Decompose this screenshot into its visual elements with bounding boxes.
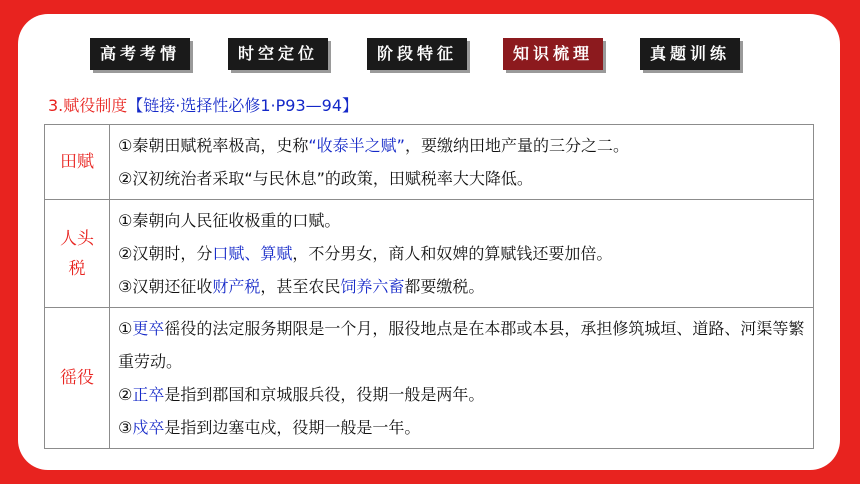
tab-shikong-dingwei[interactable]: 时空定位 [228, 38, 328, 70]
list-item: ②汉初统治者采取“与民休息”的政策，田赋税率大大降低。 [118, 169, 533, 188]
row-content [110, 125, 814, 200]
section-number: 3. [48, 96, 64, 115]
tab-gaokao-kaoqing[interactable]: 高考考情 [90, 38, 190, 70]
section-title: 赋役制度 [63, 96, 128, 115]
row-label-rentoushui: 人头 税 [45, 200, 110, 308]
list-item: ①更卒徭役的法定服务期限是一个月，服役地点是在本郡或本县，承担修筑城垣、道路、河渠等繁重劳动。 [118, 319, 805, 371]
row-content [110, 200, 814, 308]
row-content [110, 308, 814, 449]
list-item: ③汉朝还征收财产税，甚至农民饲养六畜都要缴税。 [118, 277, 485, 296]
section-heading [48, 93, 358, 116]
row-label-tianfu: 田赋 [45, 125, 110, 200]
section-link[interactable]: 【链接·选择性必修1·P93—94】 [127, 96, 359, 115]
tab-zhenti-xunlian[interactable]: 真题训练 [640, 38, 740, 70]
table-row [45, 308, 814, 449]
tax-table [44, 124, 814, 449]
table-row [45, 125, 814, 200]
list-item: ①秦朝向人民征收极重的口赋。 [118, 211, 341, 230]
list-item: ②正卒是指到郡国和京城服兵役，役期一般是两年。 [118, 385, 485, 404]
table-row [45, 200, 814, 308]
list-item: ③戍卒是指到边塞屯戍，役期一般是一年。 [118, 418, 421, 437]
tab-zhishi-shuli[interactable]: 知识梳理 [503, 38, 603, 70]
tab-jieduan-tezheng[interactable]: 阶段特征 [367, 38, 467, 70]
list-item: ②汉朝时，分口赋、算赋，不分男女，商人和奴婢的算赋钱还要加倍。 [118, 244, 613, 263]
row-label-yaoyi: 徭役 [45, 308, 110, 449]
list-item: ①秦朝田赋税率极高，史称“收泰半之赋”，要缴纳田地产量的三分之二。 [118, 136, 629, 155]
content-panel [18, 14, 840, 470]
